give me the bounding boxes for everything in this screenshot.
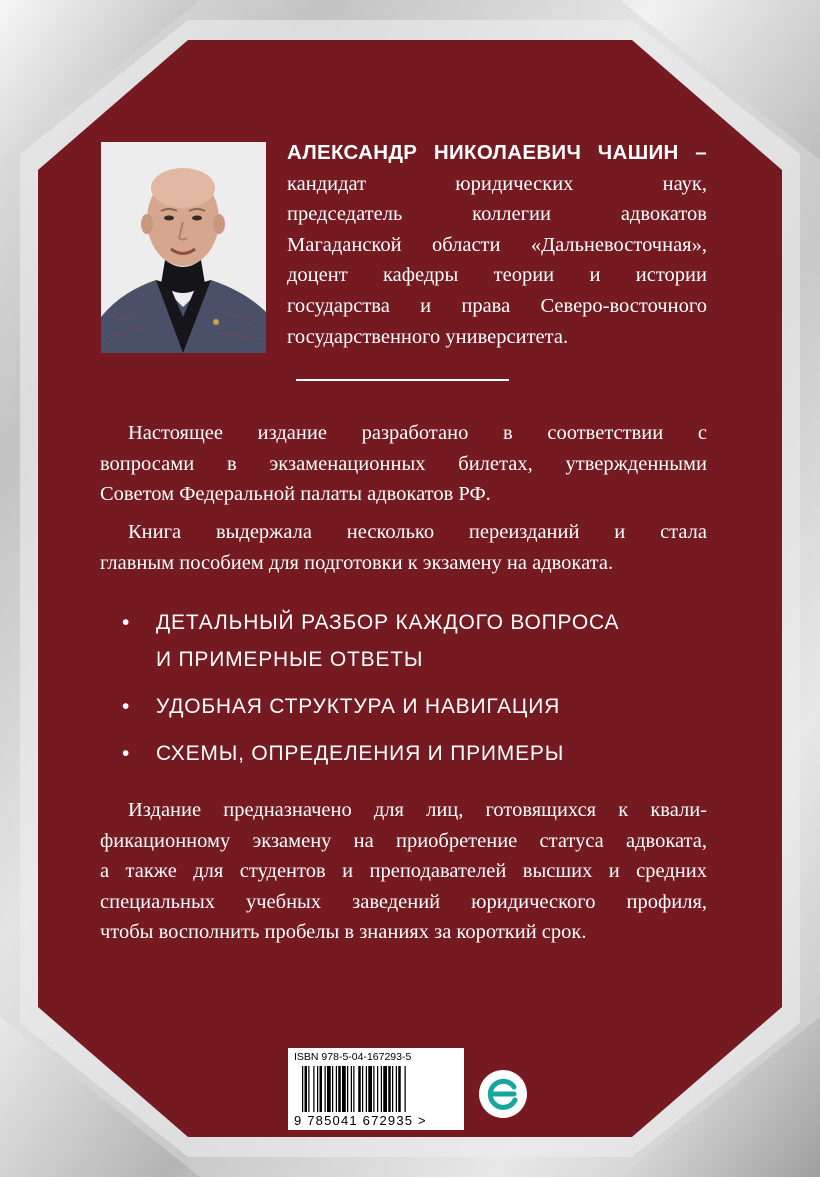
paragraph-line: Издание предназначено для лиц, готовящихся к квали- xyxy=(128,799,707,821)
barcode-bar xyxy=(320,1066,323,1112)
isbn-barcode xyxy=(288,1048,464,1130)
barcode-bar xyxy=(377,1066,378,1112)
author-bio xyxy=(287,138,707,352)
barcode-bar xyxy=(362,1066,363,1112)
feature-text: ДЕТАЛЬНЫЙ РАЗБОР КАЖДОГО ВОПРОСА xyxy=(156,611,620,634)
paragraph-line: Книга выдержала несколько переизданий и стала xyxy=(128,521,707,543)
feature-text: И ПРИМЕРНЫЕ ОТВЕТЫ xyxy=(156,648,424,671)
barcode-bar xyxy=(398,1066,401,1112)
bullet-icon: • xyxy=(122,611,131,634)
paragraph-line: специальных учебных заведений юридического профиля, xyxy=(100,890,707,913)
barcode-bar xyxy=(396,1066,397,1112)
intro-paragraph-2 xyxy=(100,517,707,578)
barcode-bar xyxy=(351,1066,352,1112)
barcode-bar xyxy=(308,1066,309,1112)
barcode-bar xyxy=(381,1066,382,1112)
barcode-bar xyxy=(366,1066,367,1112)
feature-item xyxy=(122,688,722,725)
barcode-bar xyxy=(347,1066,348,1112)
barcode-bar xyxy=(332,1066,333,1112)
bullet-icon: • xyxy=(122,742,131,765)
feature-list xyxy=(122,604,722,782)
paragraph-line: чтобы восполнить пробелы в знаниях за короткий срок. xyxy=(100,921,587,944)
barcode-digits: 9 785041 672935 > xyxy=(294,1113,427,1128)
feature-text: СХЕМЫ, ОПРЕДЕЛЕНИЯ И ПРИМЕРЫ xyxy=(156,742,565,765)
barcode-bars-icon xyxy=(302,1066,452,1114)
barcode-bar xyxy=(342,1066,346,1112)
paragraph-line: вопросами в экзаменационных билетах, утвержденными xyxy=(100,452,707,475)
feature-text: УДОБНАЯ СТРУКТУРА И НАВИГАЦИЯ xyxy=(156,695,561,718)
barcode-bar xyxy=(373,1066,374,1112)
intro-paragraph-1 xyxy=(100,418,707,510)
barcode-bar xyxy=(383,1066,387,1112)
barcode-bar xyxy=(305,1066,308,1112)
author-bio-line: государства и права Северо-восточного xyxy=(287,294,707,317)
paragraph-line: главным пособием для подготовки к экзамену на адвоката. xyxy=(100,551,614,574)
audience-paragraph xyxy=(100,795,707,948)
author-bio-line: председатель коллегии адвокатов xyxy=(287,203,707,226)
barcode-bar xyxy=(388,1066,391,1112)
author-portrait-icon xyxy=(101,142,266,353)
section-divider xyxy=(296,379,509,381)
barcode-bar xyxy=(336,1066,337,1112)
author-name: АЛЕКСАНДР НИКОЛАЕВИЧ ЧАШИН – xyxy=(287,141,707,164)
paragraph-line: Советом Федеральной палаты адвокатов РФ. xyxy=(100,483,491,506)
feature-item xyxy=(122,604,722,678)
barcode-bar xyxy=(325,1066,326,1112)
author-bio-line: государственного университета. xyxy=(287,325,569,348)
barcode-bar xyxy=(405,1066,406,1112)
paragraph-line: Настоящее издание разработано в соответствии с xyxy=(128,422,707,444)
feature-item xyxy=(122,735,722,772)
barcode-bar xyxy=(392,1066,393,1112)
barcode-bar xyxy=(327,1066,331,1112)
barcode-bar xyxy=(338,1066,341,1112)
barcode-bar xyxy=(368,1066,372,1112)
paragraph-line: фикационному экзамену на приобретение статуса адвоката, xyxy=(100,829,707,852)
bullet-icon: • xyxy=(122,695,131,718)
author-bio-line: доцент кафедры теории и истории xyxy=(287,264,707,287)
isbn-number: ISBN 978-5-04-167293-5 xyxy=(294,1051,412,1063)
barcode-bar xyxy=(353,1066,354,1112)
paragraph-line: а также для студентов и преподавателей высших и средних xyxy=(100,860,707,883)
author-photo xyxy=(101,142,266,353)
barcode-bar xyxy=(317,1066,318,1112)
barcode-bar xyxy=(358,1066,361,1112)
author-bio-line: Магаданской области «Дальневосточная», xyxy=(287,233,707,256)
barcode-bar xyxy=(313,1066,314,1112)
eksmo-e-logo-icon xyxy=(478,1069,528,1119)
author-bio-line: кандидат юридических наук, xyxy=(287,172,707,195)
barcode-bar xyxy=(302,1066,303,1112)
